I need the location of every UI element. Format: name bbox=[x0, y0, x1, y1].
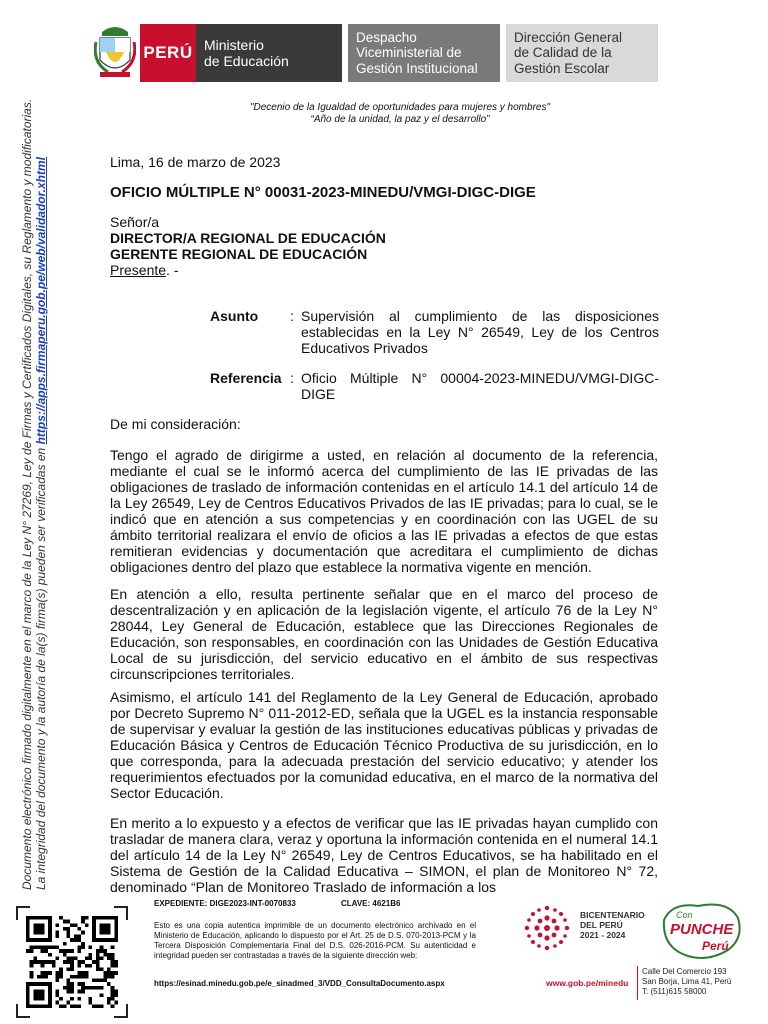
address-line-2: San Borja, Lima 41, Perú bbox=[642, 977, 732, 986]
side-note-line-1: Documento electrónico firmado digitalmente en el marco de la Ley N° 27269, Ley de Firmas y Certificados Digitales, su Reglamento y modificatorias. bbox=[20, 98, 34, 890]
presente-line bbox=[110, 262, 179, 278]
oficio-title: OFICIO MÚLTIPLE N° 00031-2023-MINEDU/VMGI-DIGC-DIGE bbox=[110, 184, 536, 201]
direccion-line-3: Gestión Escolar bbox=[514, 60, 610, 76]
referencia-label: Referencia bbox=[210, 370, 282, 386]
despacho-label bbox=[348, 24, 500, 82]
ministerio-label bbox=[196, 24, 342, 82]
clave-code: CLAVE: 4621B6 bbox=[341, 899, 401, 908]
address-line-3: T: (511)615 58000 bbox=[642, 987, 707, 996]
side-signature-note bbox=[20, 90, 48, 890]
minedu-website[interactable]: www.gob.pe/minedu bbox=[546, 978, 629, 988]
despacho-line-3: Gestión Institucional bbox=[356, 60, 478, 76]
expediente-number: EXPEDIENTE: DIGE2023-INT-0070833 bbox=[154, 899, 296, 908]
bicentenario-logo-icon bbox=[520, 900, 574, 956]
recipient-line-2: GERENTE REGIONAL DE EDUCACIÓN bbox=[110, 246, 368, 262]
peru-coat-of-arms-icon bbox=[94, 22, 136, 80]
decenio-banner bbox=[140, 102, 660, 126]
side-note-text-2: La integridad del documento y la autoría de la(s) firma(s) pueden ser verificadas en bbox=[34, 447, 48, 890]
bicentenario-line-2: DEL PERÚ bbox=[580, 920, 623, 930]
decenio-line-1: "Decenio de la Igualdad de oportunidades para mujeres y hombres" bbox=[249, 102, 551, 113]
referencia-colon: : bbox=[290, 370, 294, 386]
asunto-text: Supervisión al cumplimiento de las disposiciones establecidas en la Ley N° 26549, Ley de los Centros Educativos Privados bbox=[301, 308, 659, 356]
decenio-line-2: “Año de la unidad, la paz y el desarrollo” bbox=[310, 114, 490, 125]
punche-con: Con bbox=[676, 910, 693, 920]
paragraph-4: En merito a lo expuesto y a efectos de verificar que las IE privadas hayan cumplido con trasladar de manera clara, veraz y oportuna la información contenida en el numeral 14.1 del artículo 14 de la Ley N° 26549, Ley de Centros Educativos, se ha habilitado en el Sistema de Gestión de la Calidad Educativa – SIMON, el plan de Monitoreo N° 72, denominado “Plan de Monitoreo Traslado de información a los bbox=[110, 815, 658, 895]
direccion-line-2: de Calidad de la bbox=[514, 45, 612, 61]
ministerio-line-1: Ministerio bbox=[204, 37, 264, 53]
authenticity-note: Esto es una copia autentica imprimible de un documento electrónico archivado en el Ministerio de Educación, aplicando lo dispuesto por el Art. 25 de D.S. 070-2013-PCM y la Tercera Disposición Complementaria Final del D.S. 026-2016-PCM. Su autenticidad e integridad pueden ser contrastadas a través de la siguiente dirección web: bbox=[154, 921, 476, 960]
ministerio-line-2: de Educación bbox=[204, 53, 289, 69]
bicentenario-line-3: 2021 - 2024 bbox=[580, 930, 626, 940]
direccion-line-1: Dirección General bbox=[514, 29, 623, 45]
peru-label: PERÚ bbox=[140, 24, 196, 82]
address-line-1: Calle Del Comercio 193 bbox=[642, 967, 727, 976]
paragraph-1: Tengo el agrado de dirigirme a usted, en relación al documento de la referencia, mediante el cual se le informó acerca del cumplimiento de las IE privadas de las obligaciones de traslado de información contenidas en el artículo 14.1 del artículo 14 de la Ley 26549, Ley de Centros Educativos Privados de las IE privadas; para lo cual, se le indicó que en atención a sus competencias y en coordinación con las UGEL de su ámbito territorial realizara el envío de oficios a las IE privadas a efectos de que estas remitieran evidencias y documentación que acreditara el cumplimiento de dichas obligaciones dentro del plazo que establece la normativa vigente en mención. bbox=[110, 447, 658, 575]
minedu-address bbox=[642, 967, 731, 997]
referencia-text: Oficio Múltiple N° 00004-2023-MINEDU/VMGI-DIGC-DIGE bbox=[301, 370, 659, 402]
validator-link[interactable]: https://apps.firmaperu.gob.pe/web/validador.xhtml bbox=[34, 157, 48, 445]
despacho-line-1: Despacho bbox=[356, 29, 417, 45]
letter-date: Lima, 16 de marzo de 2023 bbox=[110, 154, 281, 170]
despacho-line-2: Viceministerial de bbox=[356, 45, 462, 61]
presente-word: Presente bbox=[110, 262, 167, 278]
punche-word: PUNCHE bbox=[670, 921, 734, 938]
side-note-line-2 bbox=[34, 90, 48, 890]
qr-code-icon bbox=[26, 916, 118, 1008]
asunto-colon: : bbox=[290, 308, 294, 324]
punche-peru: Perú bbox=[702, 939, 729, 953]
verification-url[interactable]: https://esinad.minedu.gob.pe/e_sinadmed_3/VDD_ConsultaDocumento.aspx bbox=[154, 979, 445, 988]
con-punche-peru-logo-icon bbox=[658, 898, 744, 964]
asunto-label: Asunto bbox=[210, 308, 259, 324]
paragraph-2: En atención a ello, resulta pertinente señalar que en el marco del proceso de descentralización y en aplicación de la legislación vigente, el artículo 76 de la Ley N° 28044, Ley General de Educación, establece que las Direcciones Regionales de Educación, son responsables, en coordinación con las Unidades de Gestión Educativa Local de su jurisdicción, del servicio educativo en el ámbito de sus respectivas circunscripciones territoriales. bbox=[110, 586, 658, 682]
footer-divider bbox=[637, 966, 638, 1000]
consideracion: De mi consideración: bbox=[110, 416, 241, 432]
presente-suffix: . - bbox=[166, 262, 179, 278]
bicentenario-text bbox=[580, 910, 645, 940]
direccion-label bbox=[506, 24, 658, 82]
paragraph-3: Asimismo, el artículo 141 del Reglamento de la Ley General de Educación, aprobado por Decreto Supremo N° 011-2012-ED, señala que la UGEL es la instancia responsable de supervisar y evaluar la gestión de las instituciones educativas públicas y privadas de Educación Básica y Centros de Educación Técnico Productiva de su jurisdicción, en lo que corresponda, para la adecuada prestación del servicio educativo; y atender los requerimientos efectuados por la comunidad educativa, en el marco de la normativa del Sector Educación. bbox=[110, 689, 658, 801]
bicentenario-line-1: BICENTENARIO bbox=[580, 910, 645, 920]
salutation: Señor/a bbox=[110, 214, 160, 230]
recipient-line-1: DIRECTOR/A REGIONAL DE EDUCACIÓN bbox=[110, 230, 386, 246]
